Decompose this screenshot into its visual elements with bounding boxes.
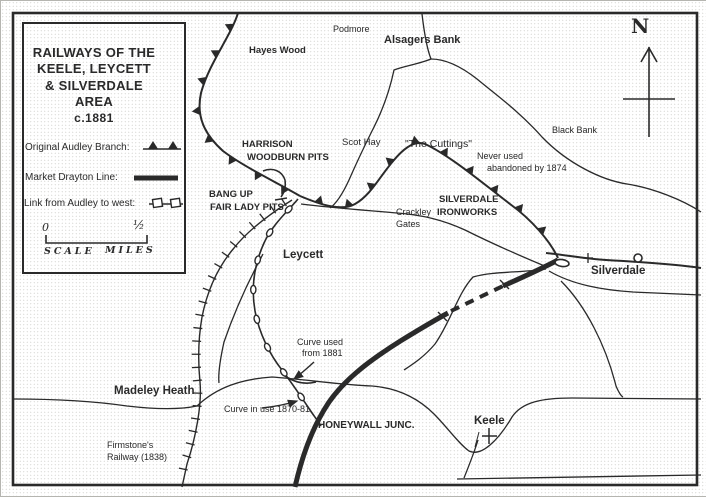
- label-never-used-2: abandoned by 1874: [487, 164, 567, 174]
- legend-label-audley-link: Link from Audley to west:: [24, 198, 135, 209]
- oval-mark: [254, 255, 261, 264]
- road-scot-hay: [330, 59, 431, 208]
- title-line-1: RAILWAYS OF THE: [27, 45, 161, 61]
- barb-mark: [225, 156, 237, 168]
- label-scot-hay: Scot Hay: [342, 138, 381, 148]
- keele-church-cross-icon: [482, 428, 497, 444]
- audley-branch-north: [200, 13, 300, 196]
- label-leycett: Leycett: [283, 249, 323, 262]
- road-silverdale-honeywall: [404, 269, 546, 370]
- legend-symbol-audley-link: [149, 198, 183, 207]
- scale-bar: [46, 235, 147, 243]
- label-keele: Keele: [474, 415, 505, 428]
- scale-zero: 0: [42, 222, 49, 234]
- barb-mark: [383, 154, 395, 166]
- north-arrow-icon: [623, 47, 675, 137]
- audley-link-line: [253, 199, 321, 426]
- label-firmstones-2: Railway (1838): [107, 453, 167, 463]
- legend-symbol-audley-branch: [143, 141, 181, 149]
- label-alsagers-bank: Alsagers Bank: [384, 34, 460, 46]
- tick-mark: [192, 341, 201, 342]
- barb-mark: [514, 201, 526, 213]
- label-never-used-1: Never used: [477, 152, 523, 162]
- silverdale-siding-oval: [555, 259, 570, 268]
- road-bottom-right: [457, 475, 701, 479]
- barb-mark: [364, 179, 376, 191]
- tick-mark: [239, 231, 245, 237]
- title-year: c.1881: [27, 111, 161, 126]
- oval-mark: [284, 205, 294, 215]
- road-silverdale-south: [561, 281, 623, 397]
- oval-mark: [251, 285, 256, 293]
- label-firmstones-1: Firmstone's: [107, 441, 153, 451]
- firmstones-railway-line: [182, 200, 292, 487]
- label-crackley-2: Gates: [396, 220, 420, 230]
- oval-mark: [297, 392, 306, 402]
- label-black-bank: Black Bank: [552, 126, 597, 136]
- label-madeley-heath: Madeley Heath: [114, 385, 195, 398]
- title-line-2: KEELE, LEYCETT: [27, 61, 161, 77]
- label-podmore: Podmore: [333, 25, 370, 35]
- miles-word: MILES: [105, 246, 156, 256]
- map-title: [27, 45, 161, 126]
- barb-mark: [465, 163, 477, 175]
- silverdale-church-cross-icon: [583, 253, 593, 263]
- oval-mark: [253, 315, 260, 324]
- label-curve-1881-2: from 1881: [302, 349, 343, 359]
- label-curve-1870: Curve in use 1870-81: [224, 405, 310, 415]
- scale-word: SCALE: [44, 247, 95, 257]
- label-bang-up-1: BANG UP: [209, 190, 253, 200]
- road-keele-lane: [464, 440, 478, 478]
- north-label: N: [631, 15, 649, 37]
- barb-mark: [490, 182, 502, 194]
- label-the-cuttings: "The Cuttings": [405, 139, 472, 151]
- barb-mark: [191, 106, 200, 116]
- label-silverdale-ironworks-2: IRONWORKS: [437, 208, 497, 218]
- barb-mark: [209, 46, 220, 58]
- label-honeywall-junction: HONEYWALL JUNC.: [318, 420, 415, 431]
- legend-label-audley-branch: Original Audley Branch:: [25, 142, 130, 153]
- scale-half: ½: [133, 219, 145, 232]
- barb-mark: [277, 185, 289, 196]
- label-bang-up-2: FAIR LADY PITS: [210, 203, 284, 213]
- barb-mark: [537, 223, 549, 235]
- barb-mark: [223, 20, 234, 32]
- woodburn-pit-spur: [263, 169, 287, 200]
- market-drayton-line-north: [503, 260, 558, 286]
- oval-mark: [279, 367, 288, 377]
- curve-1881-arrow: [294, 362, 314, 379]
- label-curve-1881-1: Curve used: [297, 338, 343, 348]
- oval-mark: [263, 342, 271, 352]
- tick-mark: [193, 380, 202, 381]
- label-harrison-1: HARRISON: [242, 140, 293, 150]
- label-silverdale-ironworks-1: SILVERDALE: [439, 195, 498, 205]
- title-line-3: & SILVERDALE AREA: [27, 78, 161, 111]
- label-crackley-1: Crackley: [396, 208, 431, 218]
- barb-mark: [251, 171, 263, 182]
- label-harrison-2: WOODBURN PITS: [247, 153, 329, 163]
- legend-label-market-drayton: Market Drayton Line:: [25, 172, 118, 183]
- oval-mark: [265, 228, 274, 238]
- tick-mark: [249, 222, 255, 229]
- silverdale-station-circle: [634, 254, 642, 262]
- label-silverdale: Silverdale: [591, 265, 645, 278]
- label-hayes-wood: Hayes Wood: [249, 46, 306, 56]
- barb-mark: [202, 134, 214, 146]
